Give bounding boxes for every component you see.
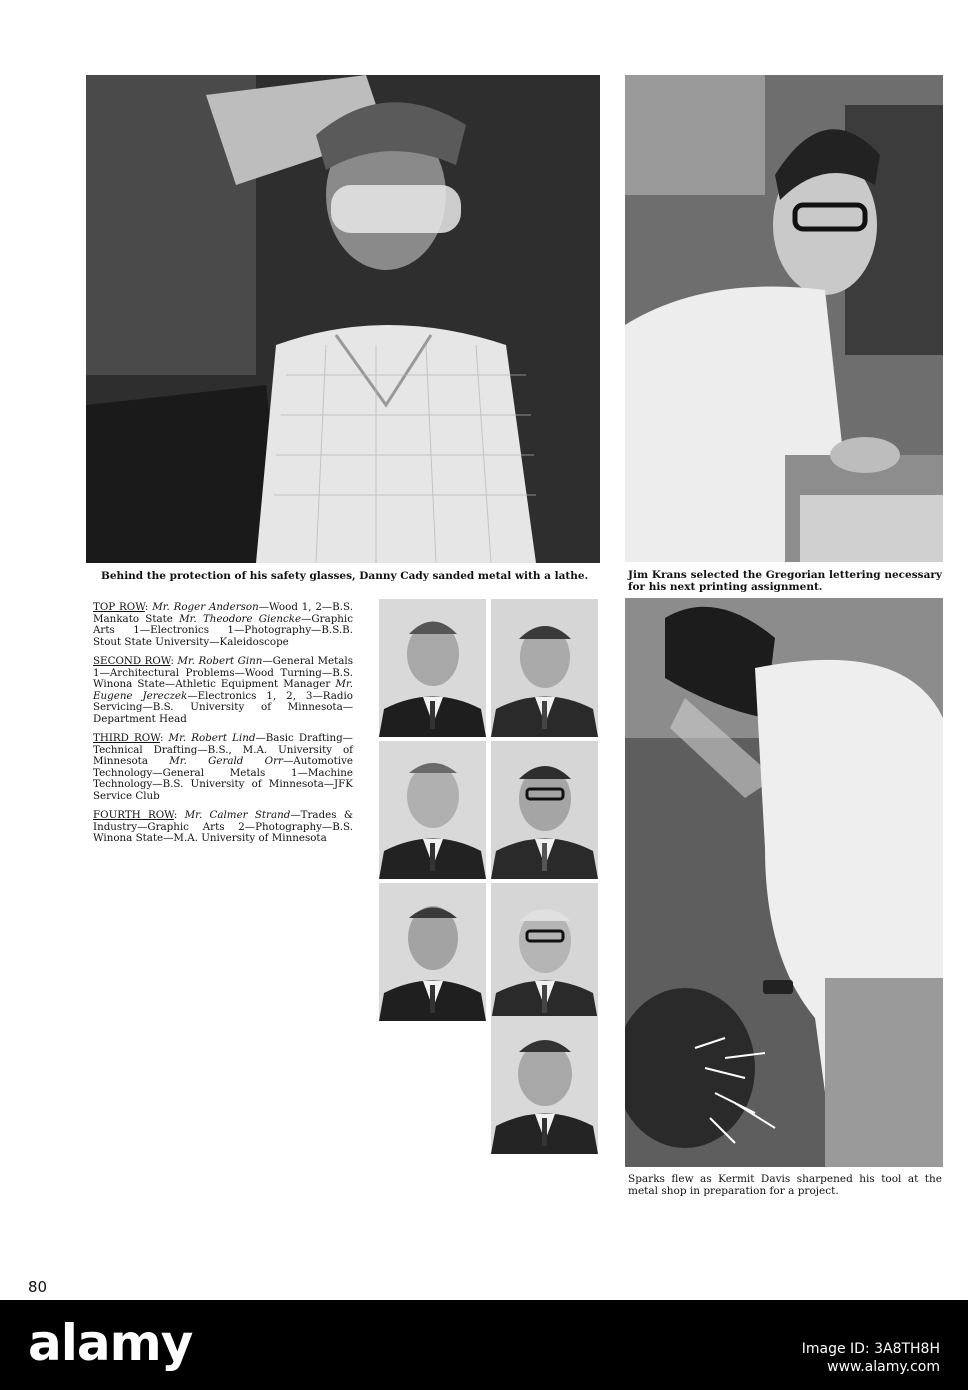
portrait-ginn — [379, 741, 486, 879]
lathe-photo — [86, 75, 600, 563]
portrait-giencke — [491, 599, 598, 737]
top-row-entry: TOP ROW: Mr. Roger Anderson—Wood 1, 2—B.S. Mankato State Mr. Theodore Giencke—Graphic Arts 1—Electronics 1—Photography—B.S.B. Stout State University—Kaleidoscope — [93, 601, 353, 648]
third-row-entry: THIRD ROW: Mr. Robert Lind—Basic Drafting—Technical Drafting—B.S., M.A. University of Minnesota Mr. Gerald Orr—Automotive Technology—General Metals 1—Machine Technology—B.S. University of Minnesota—JFK Service Club — [93, 732, 353, 802]
lathe-caption: Behind the protection of his safety glasses, Danny Cady sanded metal with a lathe. — [101, 570, 589, 582]
brand-logo: alamy — [28, 1314, 193, 1372]
portrait-anderson — [379, 599, 486, 737]
portrait-jereczek — [491, 741, 598, 879]
site-url-text: www.alamy.com — [827, 1359, 940, 1375]
page-number: 80 — [28, 1278, 48, 1296]
image-id-text: Image ID: 3A8TH8H — [801, 1341, 940, 1357]
watermark-footer — [0, 1300, 968, 1390]
second-row-entry: SECOND ROW: Mr. Robert Ginn—General Metals 1—Architectural Problems—Wood Turning—B.S. Winona State—Athletic Equipment Manager Mr. Eugene Jereczek—Electronics 1, 2, 3—Radio Servicing—B.S. University of Minnesota—Department Head — [93, 655, 354, 725]
portrait-strand — [491, 1016, 598, 1154]
lettering-photo — [625, 75, 943, 562]
faculty-roster — [93, 602, 353, 853]
sparks-photo — [625, 598, 943, 1167]
sparks-caption: Sparks flew as Kermit Davis sharpened his tool at the metal shop in preparation for a project. — [628, 1173, 942, 1197]
portrait-lind — [379, 883, 486, 1021]
image-reference — [802, 1340, 940, 1376]
lettering-caption: Jim Krans selected the Gregorian lettering necessary for his next printing assignment. — [628, 569, 942, 593]
fourth-row-entry: FOURTH ROW: Mr. Calmer Strand—Trades & Industry—Graphic Arts 2—Photography—B.S. Winona State—M.A. University of Minnesota — [93, 809, 353, 844]
portrait-orr — [491, 883, 598, 1021]
